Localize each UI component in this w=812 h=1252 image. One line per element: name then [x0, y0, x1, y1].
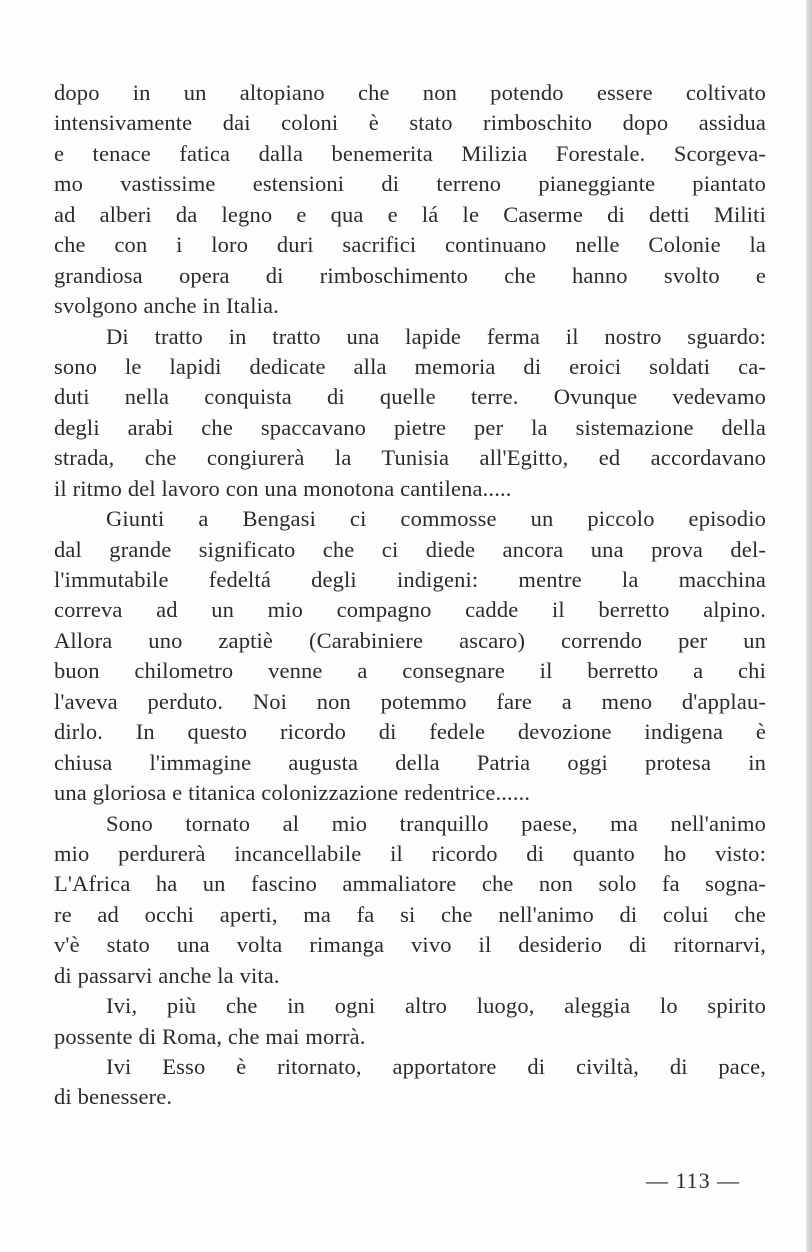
text-line: correva ad un mio compagno cadde il berretto alpino.	[54, 597, 766, 623]
text-line: strada, che congiurerà la Tunisia all'Egitto, ed accordavano	[54, 445, 766, 471]
text-line: Ivi Esso è ritornato, apportatore di civiltà, di pace,	[106, 1054, 766, 1079]
text-line: dopo in un altopiano che non potendo essere coltivato	[54, 80, 766, 105]
text-line: il ritmo del lavoro con una monotona cantilena.....	[54, 475, 512, 501]
page-number: — 113 —	[646, 1168, 741, 1193]
text-line: dal grande significato che ci diede ancora una prova del-	[54, 536, 766, 562]
text-line: Ivi, più che in ogni altro luogo, aleggia lo spirito	[106, 993, 766, 1019]
text-line: Di tratto in tratto una lapide ferma il nostro sguardo:	[106, 323, 766, 349]
text-line: sono le lapidi dedicate alla memoria di eroici soldati ca-	[54, 353, 766, 379]
text-line: buon chilometro venne a consegnare il berretto a chi	[54, 658, 766, 684]
page-edge-shadow	[806, 0, 812, 1252]
text-line: grandiosa opera di rimboschimento che hanno svolto e	[54, 262, 766, 288]
text-line: una gloriosa e titanica colonizzazione redentrice......	[54, 780, 531, 806]
text-line: degli arabi che spaccavano pietre per la sistemazione della	[54, 414, 766, 440]
text-line: re ad occhi aperti, ma fa si che nell'animo di colui che	[54, 901, 766, 927]
text-line: duti nella conquista di quelle terre. Ovunque vedevamo	[54, 384, 766, 410]
text-line: Allora uno zaptiè (Carabiniere ascaro) correndo per un	[54, 627, 766, 653]
text-line: intensivamente dai coloni è stato rimboschito dopo assidua	[54, 110, 766, 136]
text-line: di passarvi anche la vita.	[54, 962, 280, 988]
text-line: ad alberi da legno e qua e lá le Caserme di detti Militi	[54, 201, 766, 227]
text-line: svolgono anche in Italia.	[54, 293, 279, 319]
text-line: L'Africa ha un fascino ammaliatore che non solo fa sogna-	[54, 871, 766, 897]
text-line: mio perdurerà incancellabile il ricordo di quanto ho visto:	[54, 840, 766, 866]
text-line: possente di Roma, che mai morrà.	[54, 1023, 366, 1049]
text-line: di benessere.	[54, 1084, 173, 1110]
text-line: v'è stato una volta rimanga vivo il desiderio di ritornarvi,	[54, 932, 766, 958]
text-line: Sono tornato al mio tranquillo paese, ma nell'animo	[106, 810, 766, 836]
body-text	[54, 78, 766, 1113]
text-line: chiusa l'immagine augusta della Patria oggi protesa in	[54, 749, 766, 775]
text-line: l'aveva perduto. Noi non potemmo fare a meno d'applau-	[54, 688, 766, 714]
text-line: Giunti a Bengasi ci commosse un piccolo episodio	[106, 506, 766, 532]
text-line: dirlo. In questo ricordo di fedele devozione indigena è	[54, 719, 766, 745]
text-line: mo vastissime estensioni di terreno pianeggiante piantato	[54, 171, 766, 197]
text-line: che con i loro duri sacrifici continuano nelle Colonie la	[54, 232, 766, 258]
text-line: l'immutabile fedeltá degli indigeni: mentre la macchina	[54, 567, 766, 592]
text-line: e tenace fatica dalla benemerita Milizia Forestale. Scorgeva-	[54, 140, 766, 166]
